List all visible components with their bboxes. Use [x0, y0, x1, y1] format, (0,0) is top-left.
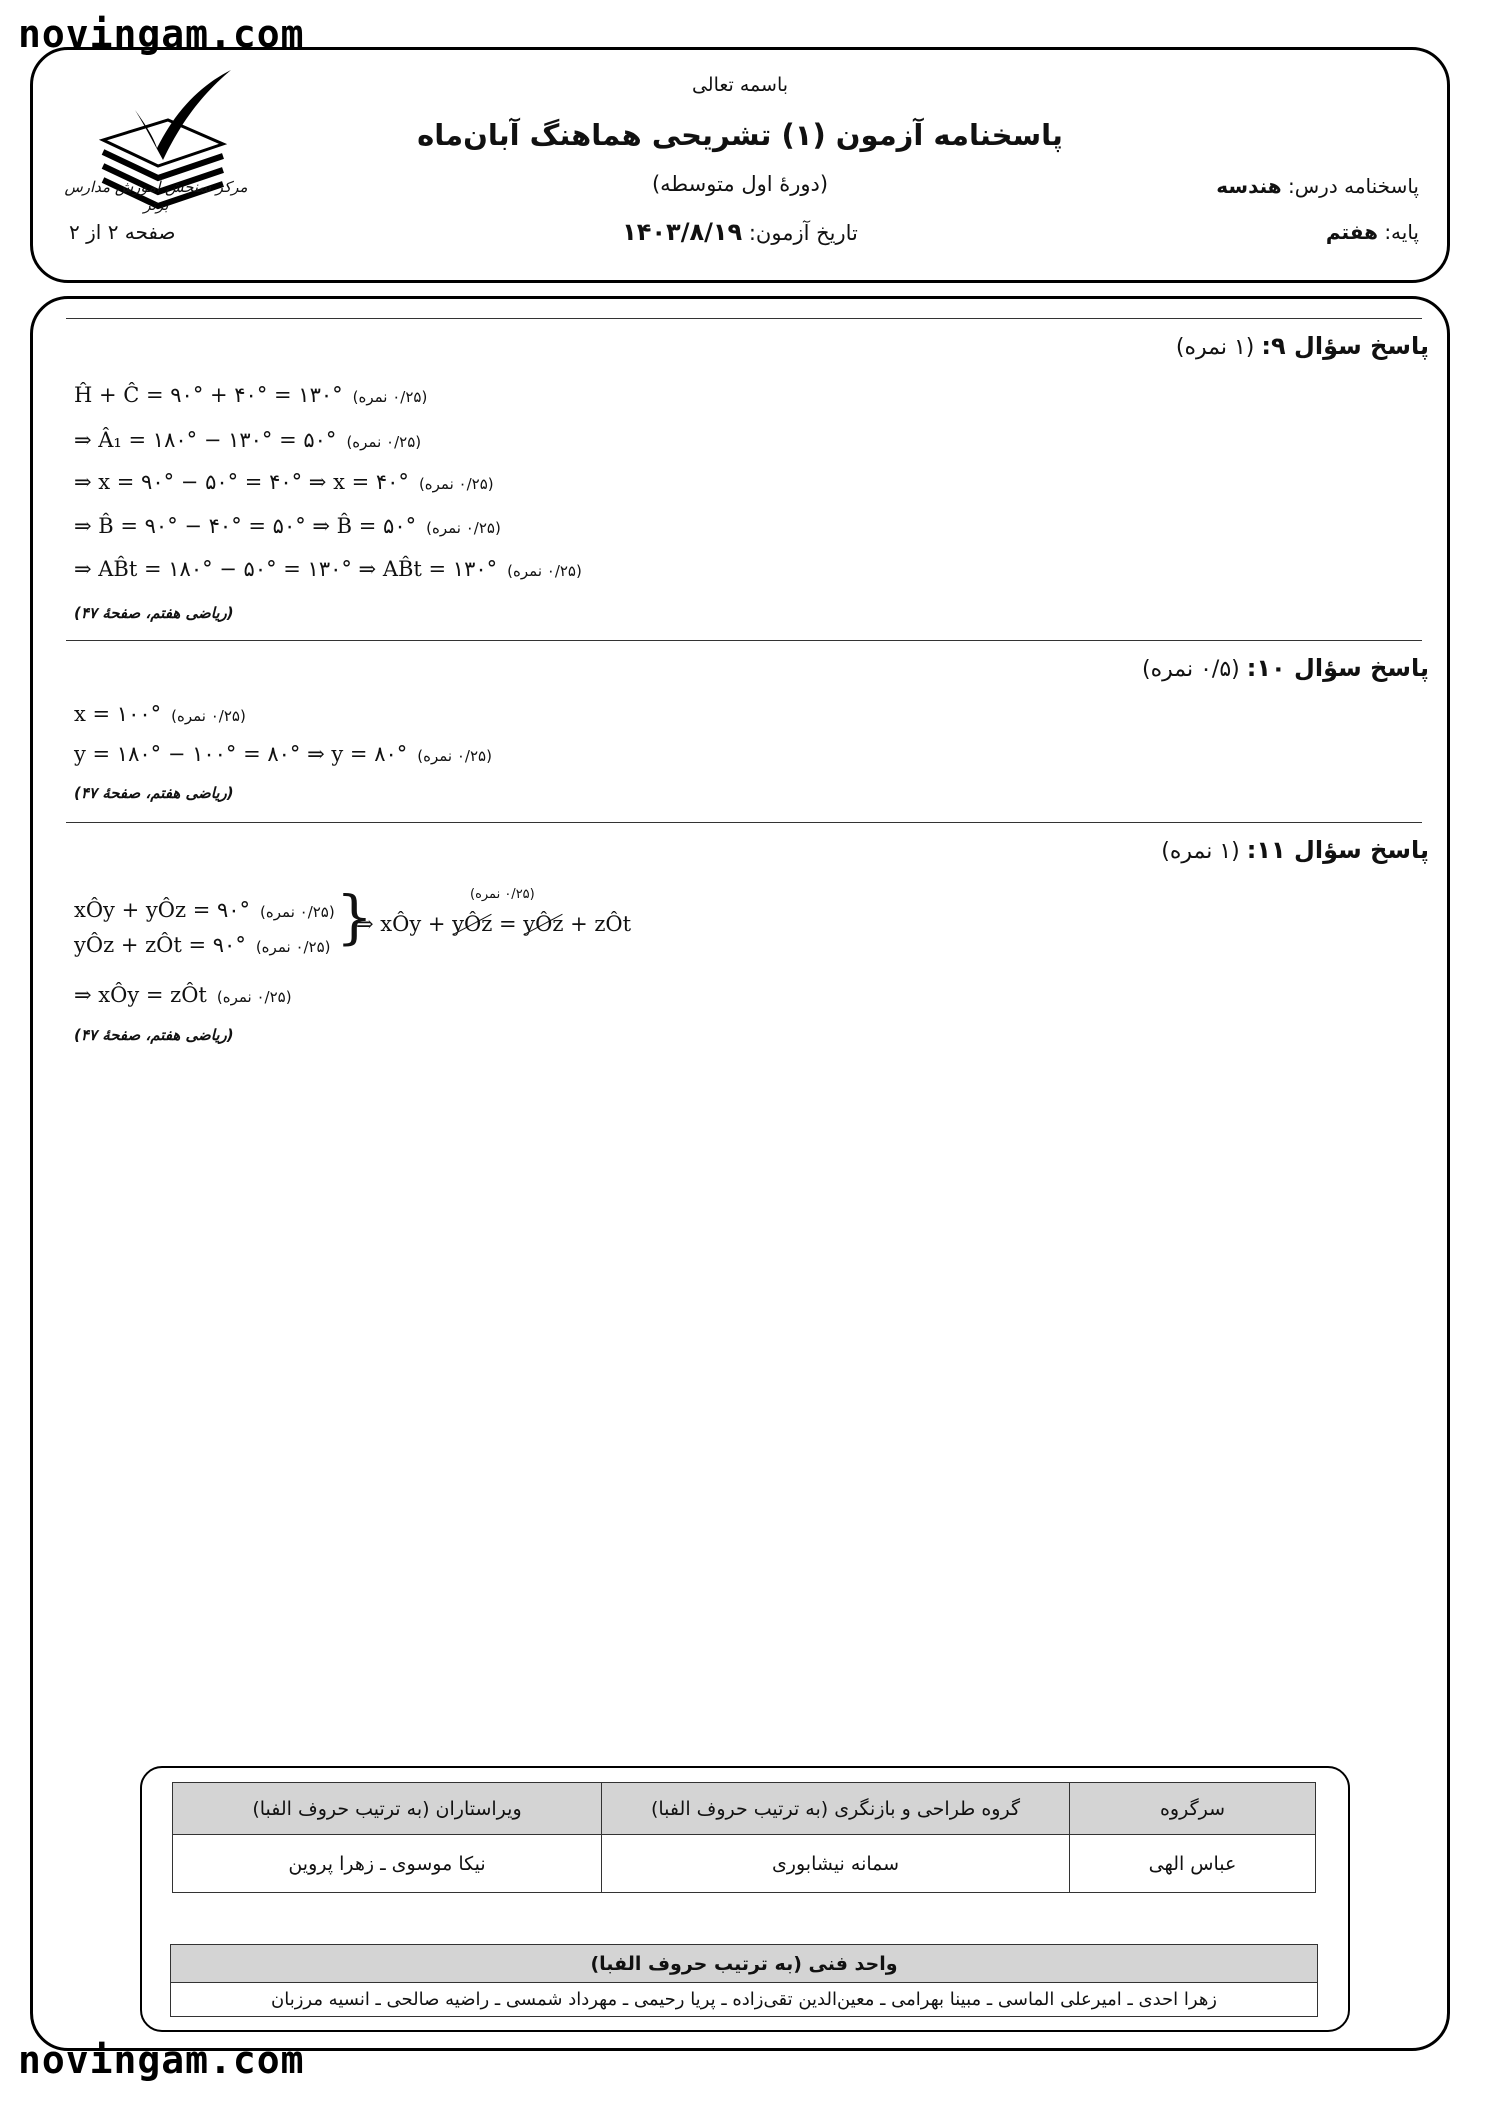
q10-line-1: x = ۱۰۰° (۰/۲۵ نمره)	[74, 702, 246, 726]
exam-date-label: تاریخ آزمون:	[748, 221, 858, 245]
q11-combined: ⇒ xÔy + yÔz = yÔz + zÔt	[356, 912, 632, 936]
grade-label: پایه:	[1384, 220, 1419, 244]
exam-date-value: ۱۴۰۳/۸/۱۹	[622, 218, 743, 246]
tech-names: زهرا احدی ـ امیرعلی الماسی ـ مبینا بهرامی ـ معین‌الدین تقی‌زاده ـ پریا رحیمی ـ مهرداد شمسی ـ راضیه صالحی ـ انسیه مرزبان	[171, 1983, 1318, 2017]
divider	[66, 822, 1422, 823]
page-title: پاسخنامه آزمون (۱) تشریحی هماهنگ آبان‌ماه	[417, 118, 1063, 152]
exam-date	[33, 218, 1447, 246]
q9-line-3: ⇒ x = ۹۰° − ۵۰° = ۴۰° ⇒ x = ۴۰° (۰/۲۵ نمره)	[74, 470, 494, 494]
credits-value-row	[173, 1835, 1316, 1893]
tech-header: واحد فنی (به ترتیب حروف الفبا)	[171, 1945, 1318, 1983]
q11-line-3: ⇒ xÔy = zÔt (۰/۲۵ نمره)	[74, 983, 292, 1007]
q11-brace: }	[336, 883, 373, 951]
credits-head-name: عباس الهی	[1070, 1835, 1316, 1893]
credits-editor-names: نیکا موسوی ـ زهرا پروین	[173, 1835, 602, 1893]
credits-header-row	[173, 1783, 1316, 1835]
grade-value: هفتم	[1325, 220, 1378, 244]
header-box	[30, 47, 1450, 283]
q10-heading: پاسخ سؤال ۱۰: (۰/۵ نمره)	[1142, 654, 1429, 682]
watermark-top: novingam.com	[18, 12, 305, 56]
q11-line-2: yÔz + zÔt = ۹۰° (۰/۲۵ نمره)	[74, 933, 331, 957]
page-number: صفحه ۲ از ۲	[69, 220, 176, 244]
divider	[66, 318, 1422, 319]
q11-heading: پاسخ سؤال ۱۱: (۱ نمره)	[1161, 836, 1429, 864]
basmala: باسمه تعالی	[691, 74, 789, 96]
subject-value: هندسه	[1216, 174, 1282, 198]
credits-header-design: گروه طراحی و بازنگری (به ترتیب حروف الفبا)	[602, 1783, 1070, 1835]
subject-label: پاسخنامه درس:	[1288, 174, 1419, 198]
q11-reference: (ریاضی هفتم، صفحهٔ ۴۷)	[74, 1026, 234, 1044]
credits-table	[172, 1782, 1316, 1893]
tech-table	[170, 1944, 1318, 2017]
watermark-bottom: novingam.com	[18, 2038, 305, 2082]
q11-crossed-term: yÔz	[452, 912, 493, 936]
divider	[66, 640, 1422, 641]
period-subtitle: (دورهٔ اول متوسطه)	[651, 172, 829, 196]
subject	[1216, 174, 1419, 198]
credits-header-head: سرگروه	[1070, 1783, 1316, 1835]
q11-over-score: (۰/۲۵ نمره)	[470, 887, 535, 902]
q11-line-1: xÔy + yÔz = ۹۰° (۰/۲۵ نمره)	[74, 898, 335, 922]
q9-line-4: ⇒ B̂ = ۹۰° − ۴۰° = ۵۰° ⇒ B̂ = ۵۰° (۰/۲۵ نمره)	[74, 514, 501, 538]
q9-line-1: Ĥ + Ĉ = ۹۰° + ۴۰° = ۱۳۰° (۰/۲۵ نمره)	[74, 383, 428, 407]
q9-line-2: ⇒ Â₁ = ۱۸۰° − ۱۳۰° = ۵۰° (۰/۲۵ نمره)	[74, 428, 422, 452]
logo-caption: مرکز سنجش آموزش مدارس برتر	[64, 178, 248, 214]
q11-crossed-term: yÔz	[523, 912, 564, 936]
q9-line-5: ⇒ AB̂t = ۱۸۰° − ۵۰° = ۱۳۰° ⇒ AB̂t = ۱۳۰° (۰/۲۵ نمره)	[74, 557, 582, 581]
credits-design-names: سمانه نیشابوری	[602, 1835, 1070, 1893]
q9-heading: پاسخ سؤال ۹: (۱ نمره)	[1175, 332, 1429, 360]
q9-reference: (ریاضی هفتم، صفحهٔ ۴۷)	[74, 604, 234, 622]
credits-header-editors: ویراستاران (به ترتیب حروف الفبا)	[173, 1783, 602, 1835]
q10-line-2: y = ۱۸۰° − ۱۰۰° = ۸۰° ⇒ y = ۸۰° (۰/۲۵ نمره)	[74, 742, 492, 766]
grade	[1326, 220, 1419, 244]
q10-reference: (ریاضی هفتم، صفحهٔ ۴۷)	[74, 784, 234, 802]
